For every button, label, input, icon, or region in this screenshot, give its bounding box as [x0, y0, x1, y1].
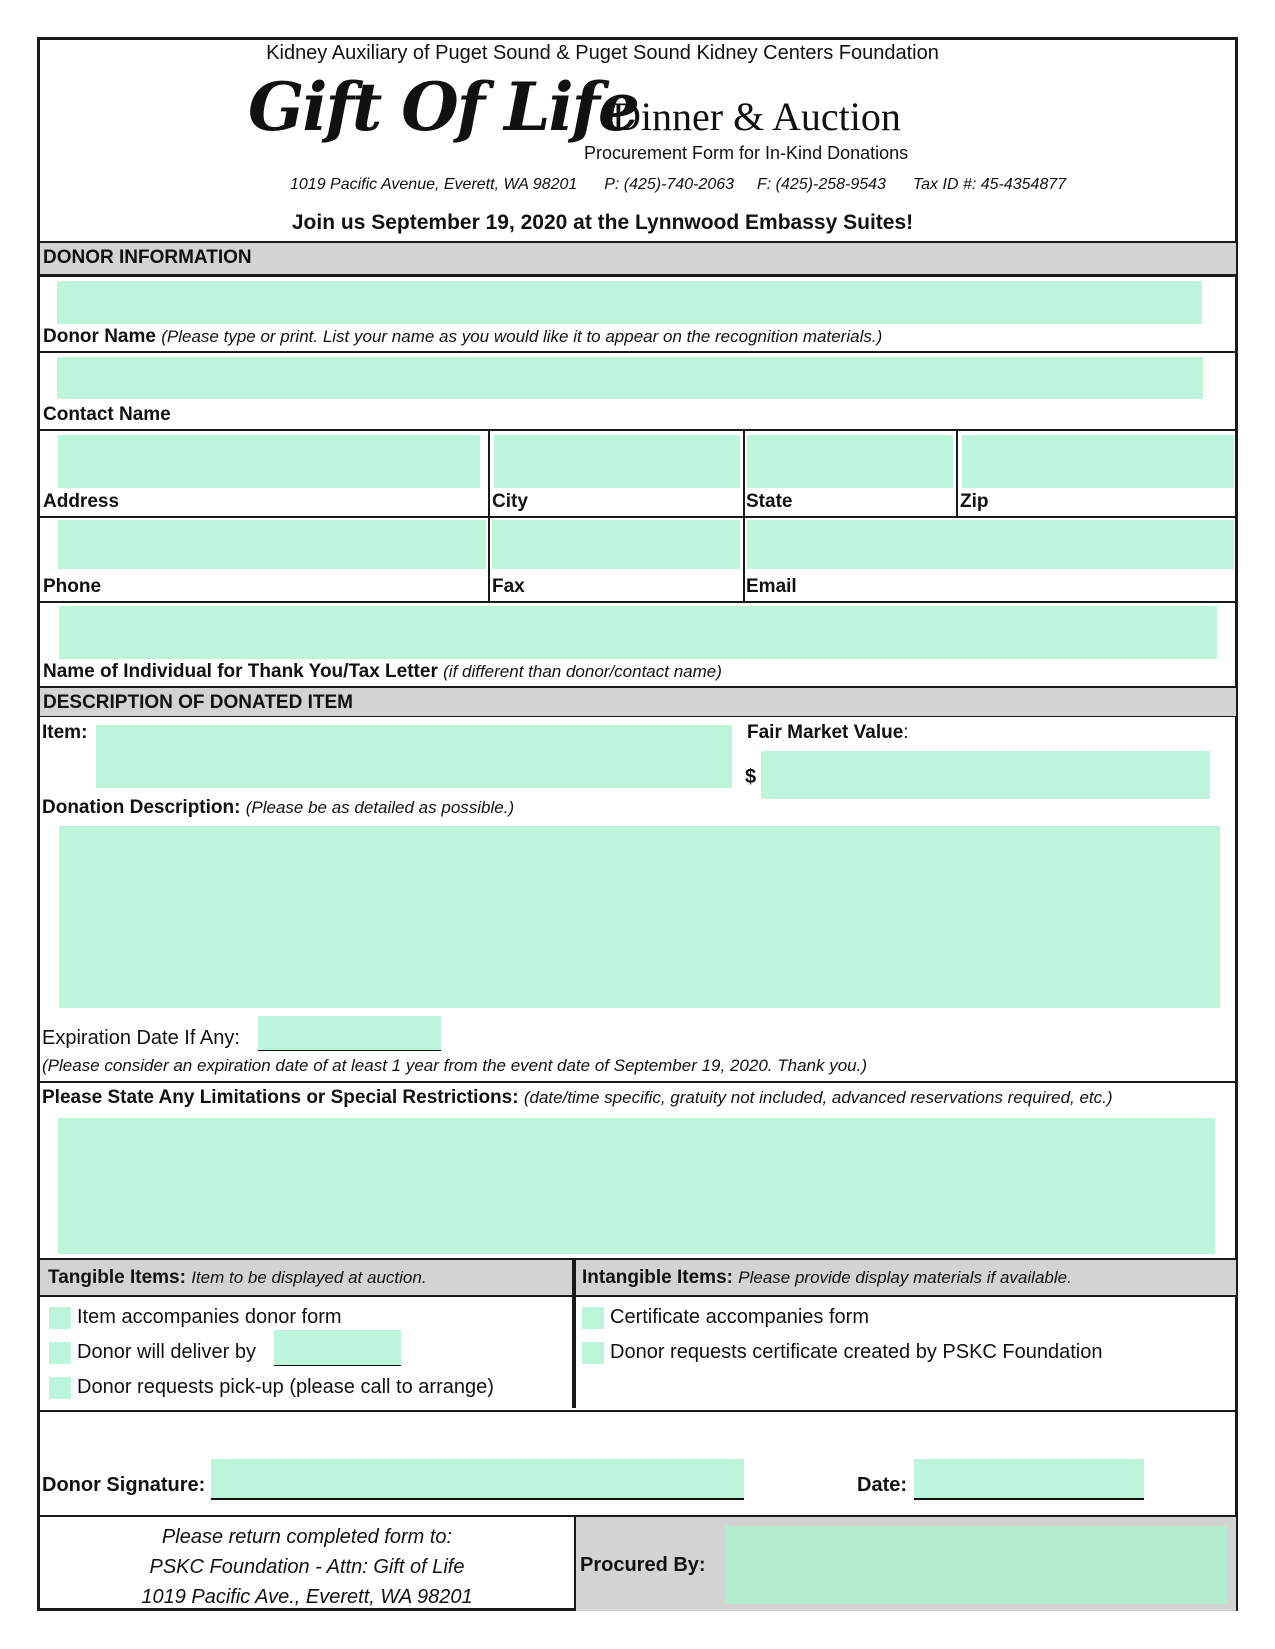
contact-name-field[interactable]	[57, 357, 1203, 399]
join-line: Join us September 19, 2020 at the Lynnwood Embassy Suites!	[291, 211, 914, 234]
fmv-label	[747, 722, 909, 744]
expiration-date-field[interactable]	[258, 1016, 441, 1050]
phone-field[interactable]	[58, 520, 486, 569]
state-field[interactable]	[747, 435, 953, 488]
thankyou-label	[43, 661, 722, 683]
zip-field[interactable]	[962, 435, 1234, 488]
thankyou-note: (if different than donor/contact name)	[443, 662, 722, 681]
email-field[interactable]	[747, 520, 1234, 569]
return-line-1: Please return completed form to:	[161, 1526, 453, 1548]
divider	[40, 1410, 1236, 1412]
divider	[40, 716, 1236, 717]
address-field[interactable]	[58, 435, 480, 488]
description-label-text: Donation Description:	[42, 797, 241, 818]
tangible-option-deliver: Donor will deliver by	[77, 1341, 256, 1363]
limitations-label	[42, 1087, 1113, 1109]
intangible-title: Intangible Items:	[582, 1267, 733, 1288]
donor-name-field[interactable]	[57, 281, 1202, 324]
item-label: Item:	[42, 722, 88, 743]
date-label: Date:	[857, 1474, 908, 1496]
expiration-label: Expiration Date If Any:	[42, 1027, 240, 1049]
tangible-note: Item to be displayed at auction.	[191, 1268, 427, 1287]
fmv-colon: :	[903, 722, 909, 743]
intangible-option-certificate: Certificate accompanies form	[610, 1306, 869, 1328]
fax-label: Fax	[492, 576, 525, 597]
divider	[40, 1295, 1236, 1297]
date-field[interactable]	[914, 1459, 1144, 1499]
phone-label: Phone	[43, 576, 102, 597]
divider	[40, 1081, 1236, 1083]
intangible-header	[576, 1260, 1236, 1295]
intangible-note: Please provide display materials if available.	[738, 1268, 1072, 1287]
donor-name-note: (Please type or print. List your name as you would like it to appear on the recognition materials.)	[161, 327, 883, 346]
return-address-block	[40, 1522, 574, 1612]
donor-name-label-text: Donor Name	[43, 326, 156, 347]
fax-field[interactable]	[492, 520, 740, 569]
limitations-field[interactable]	[58, 1118, 1215, 1254]
procured-by-field[interactable]	[725, 1526, 1227, 1604]
limitations-note: (date/time specific, gratuity not included, advanced reservations required, etc.)	[523, 1088, 1113, 1107]
delivery-underline	[274, 1365, 401, 1366]
return-line-2: PSKC Foundation - Attn: Gift of Life	[149, 1556, 465, 1578]
item-field[interactable]	[96, 725, 732, 788]
return-line-3: 1019 Pacific Ave., Everett, WA 98201	[141, 1586, 473, 1608]
tax-id: Tax ID #: 45-4354877	[912, 176, 1067, 193]
divider	[488, 431, 490, 517]
org-address: 1019 Pacific Avenue, Everett, WA 98201	[290, 176, 578, 193]
limitations-label-text: Please State Any Limitations or Special Restrictions:	[42, 1087, 519, 1108]
zip-label: Zip	[960, 491, 989, 512]
description-note: (Please be as detailed as possible.)	[245, 798, 515, 817]
address-label: Address	[43, 491, 120, 512]
divider	[40, 429, 1236, 431]
date-underline	[914, 1498, 1144, 1500]
signature-underline	[211, 1498, 744, 1500]
divider	[572, 1258, 576, 1408]
signature-field[interactable]	[211, 1459, 744, 1499]
divider	[956, 431, 958, 517]
description-label	[42, 797, 514, 819]
gift-of-life-logo: Gift Of Life	[248, 68, 639, 146]
fair-market-value-field[interactable]	[761, 751, 1210, 799]
tangible-option-pickup: Donor requests pick-up (please call to arrange)	[77, 1376, 494, 1398]
tangible-option-accompanies: Item accompanies donor form	[77, 1306, 342, 1328]
procured-by-label: Procured By:	[580, 1554, 706, 1576]
expiration-note: (Please consider an expiration date of at least 1 year from the event date of September 19, 2020. Thank you.)	[42, 1056, 867, 1075]
org-fax: F: (425)-258-9543	[756, 176, 886, 193]
divider	[488, 518, 490, 602]
city-field[interactable]	[494, 435, 740, 488]
donor-name-label	[43, 326, 882, 348]
divider	[40, 601, 1236, 603]
divider	[40, 274, 1236, 277]
donor-info-header: DONOR INFORMATION	[40, 243, 1236, 274]
fmv-label-text: Fair Market Value	[747, 722, 904, 743]
divider	[40, 351, 1236, 353]
thankyou-label-text: Name of Individual for Thank You/Tax Letter	[43, 661, 438, 682]
delivery-date-field[interactable]	[274, 1330, 401, 1365]
intangible-checkbox-certificate[interactable]	[582, 1307, 604, 1329]
contact-name-label: Contact Name	[43, 404, 171, 425]
intangible-option-created: Donor requests certificate created by PSKC Foundation	[610, 1341, 1103, 1363]
divider	[40, 516, 1236, 518]
state-label: State	[746, 491, 793, 512]
intangible-checkbox-created[interactable]	[582, 1342, 604, 1364]
tangible-header	[40, 1260, 572, 1295]
tangible-checkbox-pickup[interactable]	[49, 1377, 71, 1399]
thankyou-name-field[interactable]	[59, 606, 1217, 659]
expiration-underline	[258, 1050, 441, 1051]
tangible-checkbox-deliver[interactable]	[49, 1342, 71, 1364]
tangible-checkbox-accompanies[interactable]	[49, 1307, 71, 1329]
divider	[743, 518, 745, 602]
contact-line	[290, 176, 1066, 194]
org-line: Kidney Auxiliary of Puget Sound & Puget Sound Kidney Centers Foundation	[266, 42, 939, 64]
org-phone: P: (425)-740-2063	[604, 176, 735, 193]
city-label: City	[492, 491, 528, 512]
signature-label: Donor Signature:	[42, 1474, 206, 1496]
tangible-title: Tangible Items:	[48, 1267, 186, 1288]
divider	[743, 431, 745, 517]
form-subtitle: Procurement Form for In-Kind Donations	[584, 143, 909, 163]
email-label: Email	[746, 576, 797, 597]
donation-description-field[interactable]	[59, 826, 1220, 1008]
currency-symbol: $	[745, 766, 757, 788]
event-title: Dinner & Auction	[612, 94, 901, 139]
description-header: DESCRIPTION OF DONATED ITEM	[40, 688, 1236, 717]
